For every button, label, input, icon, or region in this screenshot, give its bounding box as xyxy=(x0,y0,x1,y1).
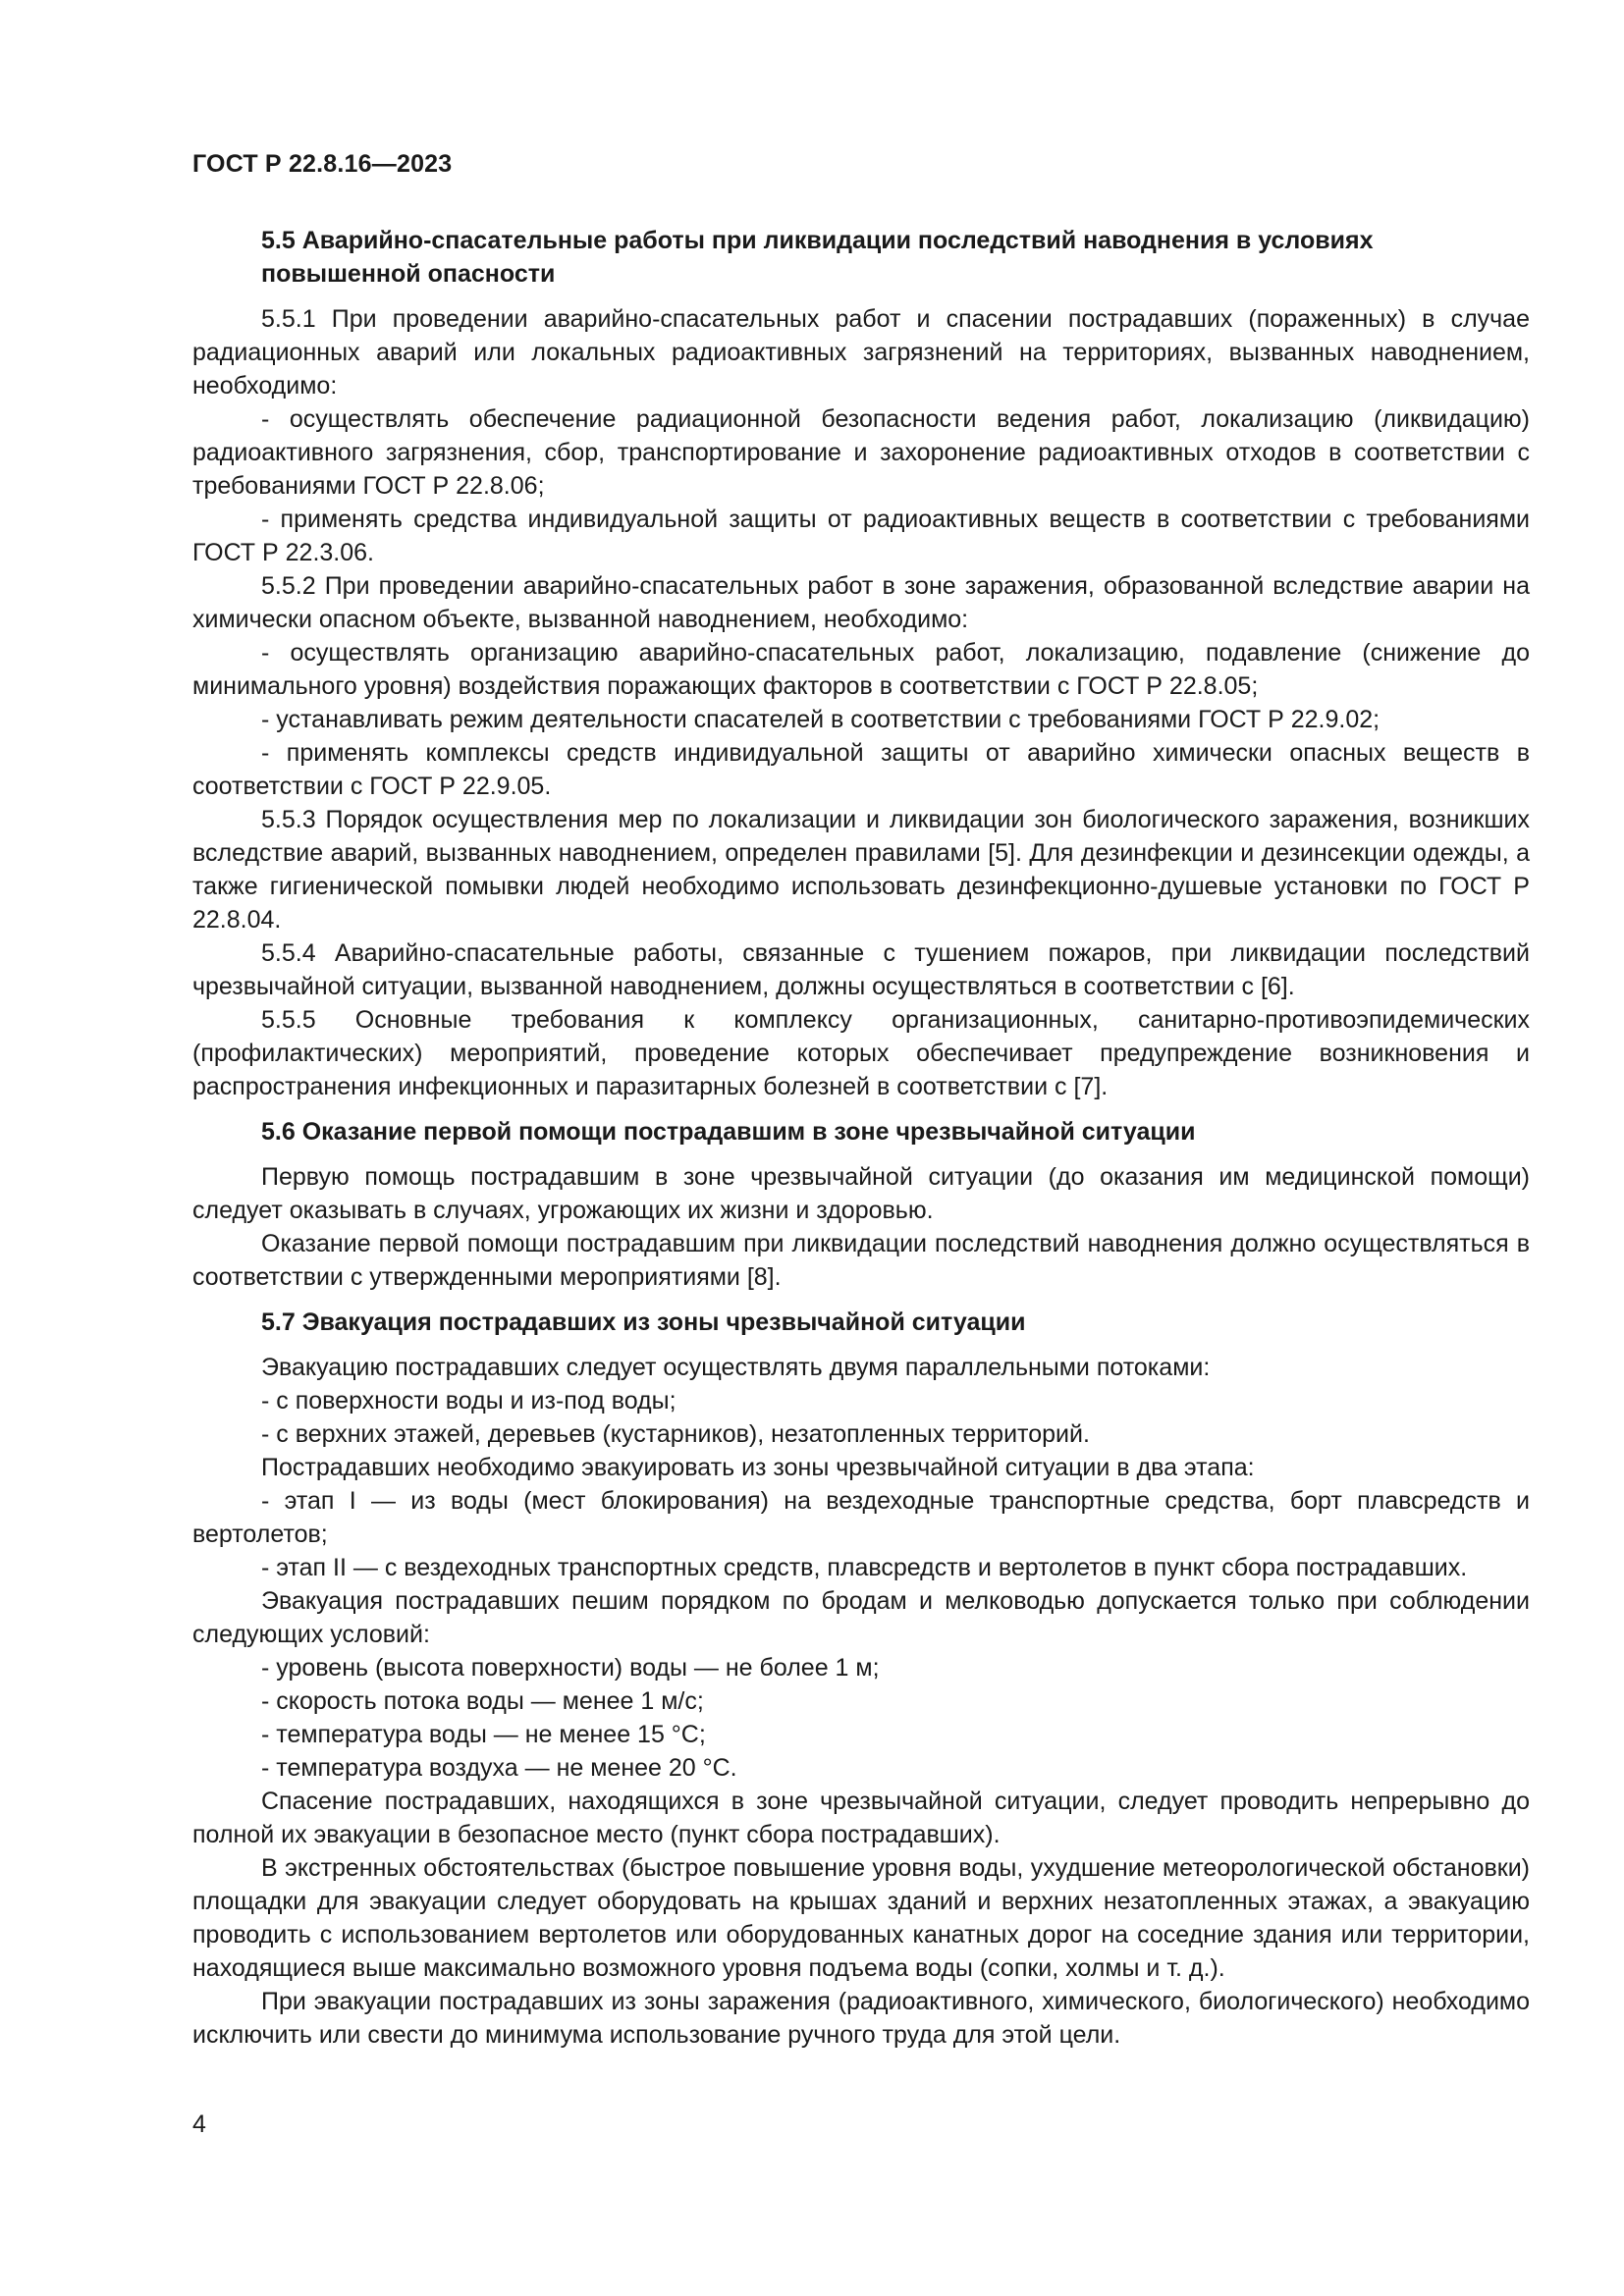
paragraph: Пострадавших необходимо эвакуировать из зоны чрезвычайной ситуации в два этапа: xyxy=(261,1454,1255,1481)
list-item: - этап II — с вездеходных транспортных средств, плавсредств и вертолетов в пункт сбора пострадавших. xyxy=(261,1554,1468,1581)
list-item: - осуществлять обеспечение радиационной безопасности ведения работ, локализацию (ликвидацию) радиоактивного загрязнения, сбор, транспортирование и захоронение радиоактивных отходов в соответствии с требованиями ГОСТ Р 22.8.06; xyxy=(192,405,1530,500)
paragraph: Оказание первой помощи пострадавшим при ликвидации последствий наводнения должно осуществляться в соответствии с утвержденными мероприятиями [8]. xyxy=(192,1230,1530,1291)
paragraph: 5.5.2 При проведении аварийно-спасательных работ в зоне заражения, образованной вследствие аварии на химически опасном объекте, вызванной наводнением, необходимо: xyxy=(192,572,1530,633)
section-title: 5.6 Оказание первой помощи пострадавшим в зоне чрезвычайной ситуации xyxy=(261,1118,1196,1146)
list-item: - температура воздуха — не менее 20 °С. xyxy=(261,1754,737,1782)
list-item: - применять комплексы средств индивидуальной защиты от аварийно химически опасных веществ в соответствии с ГОСТ Р 22.9.05. xyxy=(192,739,1530,800)
list-item: - с поверхности воды и из-под воды; xyxy=(261,1387,677,1415)
paragraph: 5.5.5 Основные требования к комплексу организационных, санитарно-противоэпидемических (профилактических) мероприятий, проведение которых обеспечивает предупреждение возникновения и распространения инфекционных и паразитарных болезней в соответствии с [7]. xyxy=(192,1006,1530,1100)
list-item: - с верхних этажей, деревьев (кустарников), незатопленных территорий. xyxy=(261,1420,1090,1448)
paragraph: Спасение пострадавших, находящихся в зоне чрезвычайной ситуации, следует проводить непрерывно до полной их эвакуации в безопасное место (пункт сбора пострадавших). xyxy=(192,1788,1530,1848)
list-item: - скорость потока воды — менее 1 м/с; xyxy=(261,1687,704,1715)
paragraph: 5.5.4 Аварийно-спасательные работы, связанные с тушением пожаров, при ликвидации последствий чрезвычайной ситуации, вызванной наводнением, должны осуществляться в соответствии с [6]. xyxy=(192,939,1530,1000)
list-item: - уровень (высота поверхности) воды — не более 1 м; xyxy=(261,1654,880,1682)
paragraph: При эвакуации пострадавших из зоны заражения (радиоактивного, химического, биологического) необходимо исключить или свести до минимума использование ручного труда для этой цели. xyxy=(192,1988,1530,2049)
document-body xyxy=(192,224,1530,2052)
paragraph: Первую помощь пострадавшим в зоне чрезвычайной ситуации (до оказания им медицинской помощи) следует оказывать в случаях, угрожающих их жизни и здоровью. xyxy=(192,1163,1530,1224)
list-item: - этап I — из воды (мест блокирования) на вездеходные транспортные средства, борт плавсредств и вертолетов; xyxy=(192,1487,1530,1548)
list-item: - температура воды — не менее 15 °С; xyxy=(261,1721,706,1748)
section-title: 5.7 Эвакуация пострадавших из зоны чрезвычайной ситуации xyxy=(261,1308,1026,1336)
paragraph: 5.5.3 Порядок осуществления мер по локализации и ликвидации зон биологического заражения, возникших вследствие аварий, вызванных наводнением, определен правилами [5]. Для дезинфекции и дезинсекции одежды, а также гигиенической помывки людей необходимо использовать дезинфекционно-душевые установки по ГОСТ Р 22.8.04. xyxy=(192,806,1530,934)
list-item: - применять средства индивидуальной защиты от радиоактивных веществ в соответствии с требованиями ГОСТ Р 22.3.06. xyxy=(192,506,1530,566)
section-title: 5.5 Аварийно-спасательные работы при ликвидации последствий наводнения в условиях повышенной опасности xyxy=(261,227,1374,288)
list-item: - устанавливать режим деятельности спасателей в соответствии с требованиями ГОСТ Р 22.9.02; xyxy=(261,706,1380,733)
paragraph: Эвакуация пострадавших пешим порядком по бродам и мелководью допускается только при соблюдении следующих условий: xyxy=(192,1587,1530,1648)
page-number: 4 xyxy=(192,2110,206,2138)
paragraph: Эвакуацию пострадавших следует осуществлять двумя параллельными потоками: xyxy=(261,1354,1211,1381)
paragraph: 5.5.1 При проведении аварийно-спасательных работ и спасении пострадавших (пораженных) в случае радиационных аварий или локальных радиоактивных загрязнений на территориях, вызванных наводнением, необходимо: xyxy=(192,305,1530,400)
list-item: - осуществлять организацию аварийно-спасательных работ, локализацию, подавление (снижение до минимального уровня) воздействия поражающих факторов в соответствии с ГОСТ Р 22.8.05; xyxy=(192,639,1530,700)
document-code: ГОСТ Р 22.8.16—2023 xyxy=(192,150,453,178)
paragraph: В экстренных обстоятельствах (быстрое повышение уровня воды, ухудшение метеорологической обстановки) площадки для эвакуации следует оборудовать на крышах зданий и верхних незатопленных этажах, а эвакуацию проводить с использованием вертолетов или оборудованных канатных дорог на соседние здания или территории, находящиеся выше максимально возможного уровня подъема воды (сопки, холмы и т. д.). xyxy=(192,1854,1530,1982)
